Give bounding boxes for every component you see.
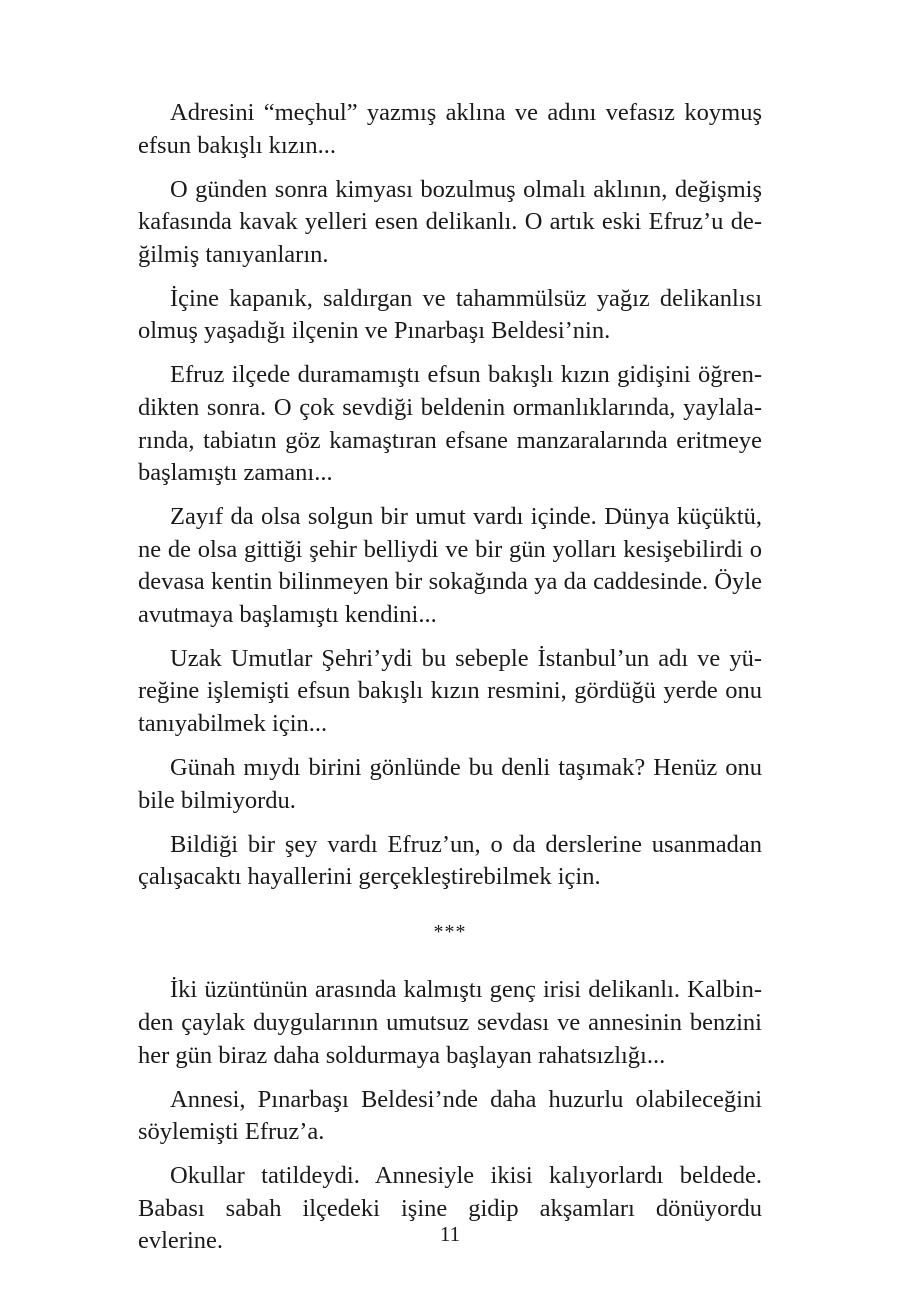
paragraph: Efruz ilçede duramamıştı efsun bakışlı kızın gidişini öğrendikten sonra. O çok sevdiği beldenin ormanlıklarında, yaylalarında, tabiatın göz kamaştıran efsane manzaralarında eritmeye başlamıştı zamanı...: [138, 361, 762, 487]
paragraph: Uzak Umutlar Şehri’ydi bu sebeple İstanbul’un adı ve yüreğine işlemişti efsun bakışlı kızın resmini, gördüğü yerde onu tanıyabilmek için...: [138, 644, 762, 738]
body-text: [138, 97, 762, 1269]
paragraph: Okullar tatildeydi. Annesiyle ikisi kalıyorlardı beldede. Babası sabah ilçedeki işine gidip akşamları dönüyordu evlerine.: [138, 1162, 762, 1255]
scene-break: ***: [433, 920, 467, 943]
paragraph: Bildiği bir şey vardı Efruz’un, o da derslerine usanmadan çalışacaktı hayallerini gerçekleştirebilmek için.: [138, 830, 762, 891]
paragraph: Günah mıydı birini gönlünde bu denli taşımak? Henüz onu bile bilmiyordu.: [138, 754, 762, 814]
paragraph: İki üzüntünün arasında kalmıştı genç irisi delikanlı. Kalbinden çaylak duygularının umutsuz sevdası ve annesinin benzini her gün biraz daha soldurmaya başlayan rahatsızlığı...: [138, 976, 762, 1069]
paragraph: Adresini “meçhul” yazmış aklına ve adını vefasız koymuş efsun bakışlı kızın...: [138, 99, 762, 159]
paragraph: Zayıf da olsa solgun bir umut vardı içinde. Dünya küçüktü, ne de olsa gittiği şehir belliydi ve bir gün yolları kesişebilirdi o devasa kentin bilinmeyen bir sokağında ya da caddesinde. Öyle avutmaya başlamıştı kendini...: [138, 503, 762, 628]
page-number: 11: [439, 1222, 461, 1246]
paragraph: O günden sonra kimyası bozulmuş olmalı aklının, değişmiş kafasında kavak yelleri esen delikanlı. O artık eski Efruz’u değilmiş tanıyanların.: [138, 175, 762, 268]
paragraph: İçine kapanık, saldırgan ve tahammülsüz yağız delikanlısı olmuş yaşadığı ilçenin ve Pınarbaşı Beldesi’nin.: [138, 284, 762, 345]
paragraph: Annesi, Pınarbaşı Beldesi’nde daha huzurlu olabileceğini söylemişti Efruz’a.: [138, 1085, 762, 1146]
